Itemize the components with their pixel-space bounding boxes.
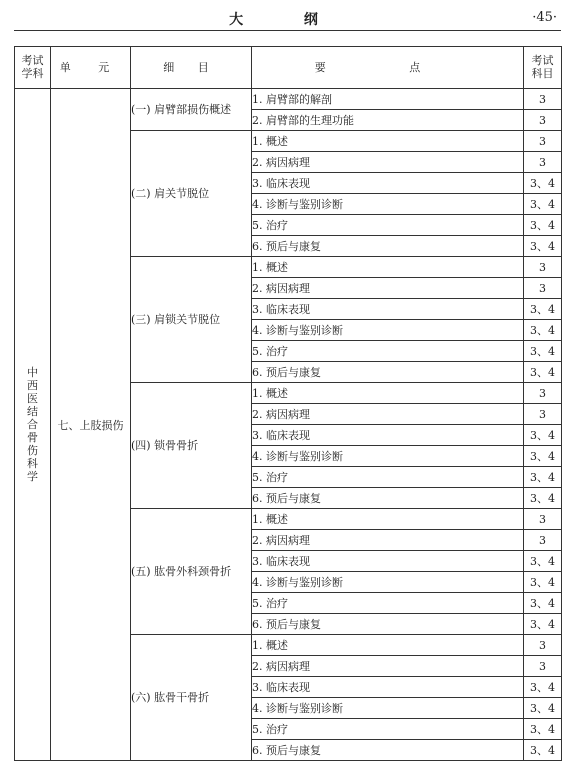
header-unit: 单 元: [51, 47, 131, 89]
point-cell: 1. 概述: [252, 257, 524, 278]
exam-cell: 3、4: [524, 593, 562, 614]
point-cell: 6. 预后与康复: [252, 488, 524, 509]
page-header: [14, 6, 561, 31]
exam-cell: 3、4: [524, 677, 562, 698]
topic-cell: (五) 肱骨外科颈骨折: [131, 509, 252, 635]
topic-cell: (六) 肱骨干骨折: [131, 635, 252, 761]
header-point: 要 点: [252, 47, 524, 89]
point-cell: 3. 临床表现: [252, 425, 524, 446]
table-body: [15, 89, 562, 761]
table-row: [15, 89, 562, 110]
point-cell: 1. 概述: [252, 635, 524, 656]
subject-label: 中西医结合骨伤科学: [27, 366, 38, 483]
header-topic: 细 目: [131, 47, 252, 89]
point-cell: 5. 治疗: [252, 467, 524, 488]
exam-cell: 3: [524, 635, 562, 656]
point-cell: 6. 预后与康复: [252, 614, 524, 635]
unit-cell: 七、上肢损伤: [51, 89, 131, 761]
point-cell: 6. 预后与康复: [252, 740, 524, 761]
topic-cell: (二) 肩关节脱位: [131, 131, 252, 257]
point-cell: 1. 肩臂部的解剖: [252, 89, 524, 110]
exam-cell: 3: [524, 404, 562, 425]
point-cell: 5. 治疗: [252, 341, 524, 362]
point-cell: 4. 诊断与鉴别诊断: [252, 572, 524, 593]
exam-cell: 3、4: [524, 425, 562, 446]
exam-cell: 3、4: [524, 236, 562, 257]
point-cell: 2. 病因病理: [252, 404, 524, 425]
exam-cell: 3、4: [524, 698, 562, 719]
exam-cell: 3、4: [524, 215, 562, 236]
point-cell: 5. 治疗: [252, 719, 524, 740]
point-cell: 2. 病因病理: [252, 530, 524, 551]
point-cell: 1. 概述: [252, 131, 524, 152]
point-cell: 4. 诊断与鉴别诊断: [252, 698, 524, 719]
exam-cell: 3: [524, 383, 562, 404]
exam-cell: 3: [524, 89, 562, 110]
exam-cell: 3、4: [524, 614, 562, 635]
page-number: ·45·: [532, 10, 557, 25]
point-cell: 2. 肩臂部的生理功能: [252, 110, 524, 131]
point-cell: 5. 治疗: [252, 215, 524, 236]
point-cell: 3. 临床表现: [252, 299, 524, 320]
point-cell: 4. 诊断与鉴别诊断: [252, 194, 524, 215]
header-subject: 考试学科: [15, 47, 51, 89]
exam-cell: 3: [524, 131, 562, 152]
point-cell: 6. 预后与康复: [252, 362, 524, 383]
exam-cell: 3: [524, 530, 562, 551]
exam-cell: 3: [524, 656, 562, 677]
exam-cell: 3、4: [524, 173, 562, 194]
point-cell: 2. 病因病理: [252, 656, 524, 677]
exam-cell: 3: [524, 257, 562, 278]
topic-cell: (四) 锁骨骨折: [131, 383, 252, 509]
point-cell: 6. 预后与康复: [252, 236, 524, 257]
point-cell: 2. 病因病理: [252, 152, 524, 173]
point-cell: 3. 临床表现: [252, 173, 524, 194]
header-exam: 考试科目: [524, 47, 562, 89]
exam-cell: 3、4: [524, 362, 562, 383]
exam-cell: 3: [524, 278, 562, 299]
point-cell: 4. 诊断与鉴别诊断: [252, 446, 524, 467]
exam-cell: 3、4: [524, 551, 562, 572]
point-cell: 3. 临床表现: [252, 677, 524, 698]
point-cell: 5. 治疗: [252, 593, 524, 614]
exam-cell: 3、4: [524, 341, 562, 362]
exam-cell: 3: [524, 152, 562, 173]
exam-cell: 3: [524, 110, 562, 131]
topic-cell: (三) 肩锁关节脱位: [131, 257, 252, 383]
exam-cell: 3、4: [524, 446, 562, 467]
exam-cell: 3、4: [524, 572, 562, 593]
topic-cell: (一) 肩臂部损伤概述: [131, 89, 252, 131]
point-cell: 2. 病因病理: [252, 278, 524, 299]
exam-cell: 3、4: [524, 299, 562, 320]
page-title: 大 纲: [229, 12, 346, 28]
exam-cell: 3、4: [524, 488, 562, 509]
exam-cell: 3、4: [524, 467, 562, 488]
point-cell: 1. 概述: [252, 509, 524, 530]
point-cell: 4. 诊断与鉴别诊断: [252, 320, 524, 341]
exam-cell: 3、4: [524, 194, 562, 215]
exam-cell: 3: [524, 509, 562, 530]
exam-cell: 3、4: [524, 320, 562, 341]
table-header-row: [15, 47, 562, 89]
point-cell: 3. 临床表现: [252, 551, 524, 572]
exam-cell: 3、4: [524, 740, 562, 761]
subject-cell: [15, 89, 51, 761]
point-cell: 1. 概述: [252, 383, 524, 404]
syllabus-table: [14, 46, 562, 761]
exam-cell: 3、4: [524, 719, 562, 740]
